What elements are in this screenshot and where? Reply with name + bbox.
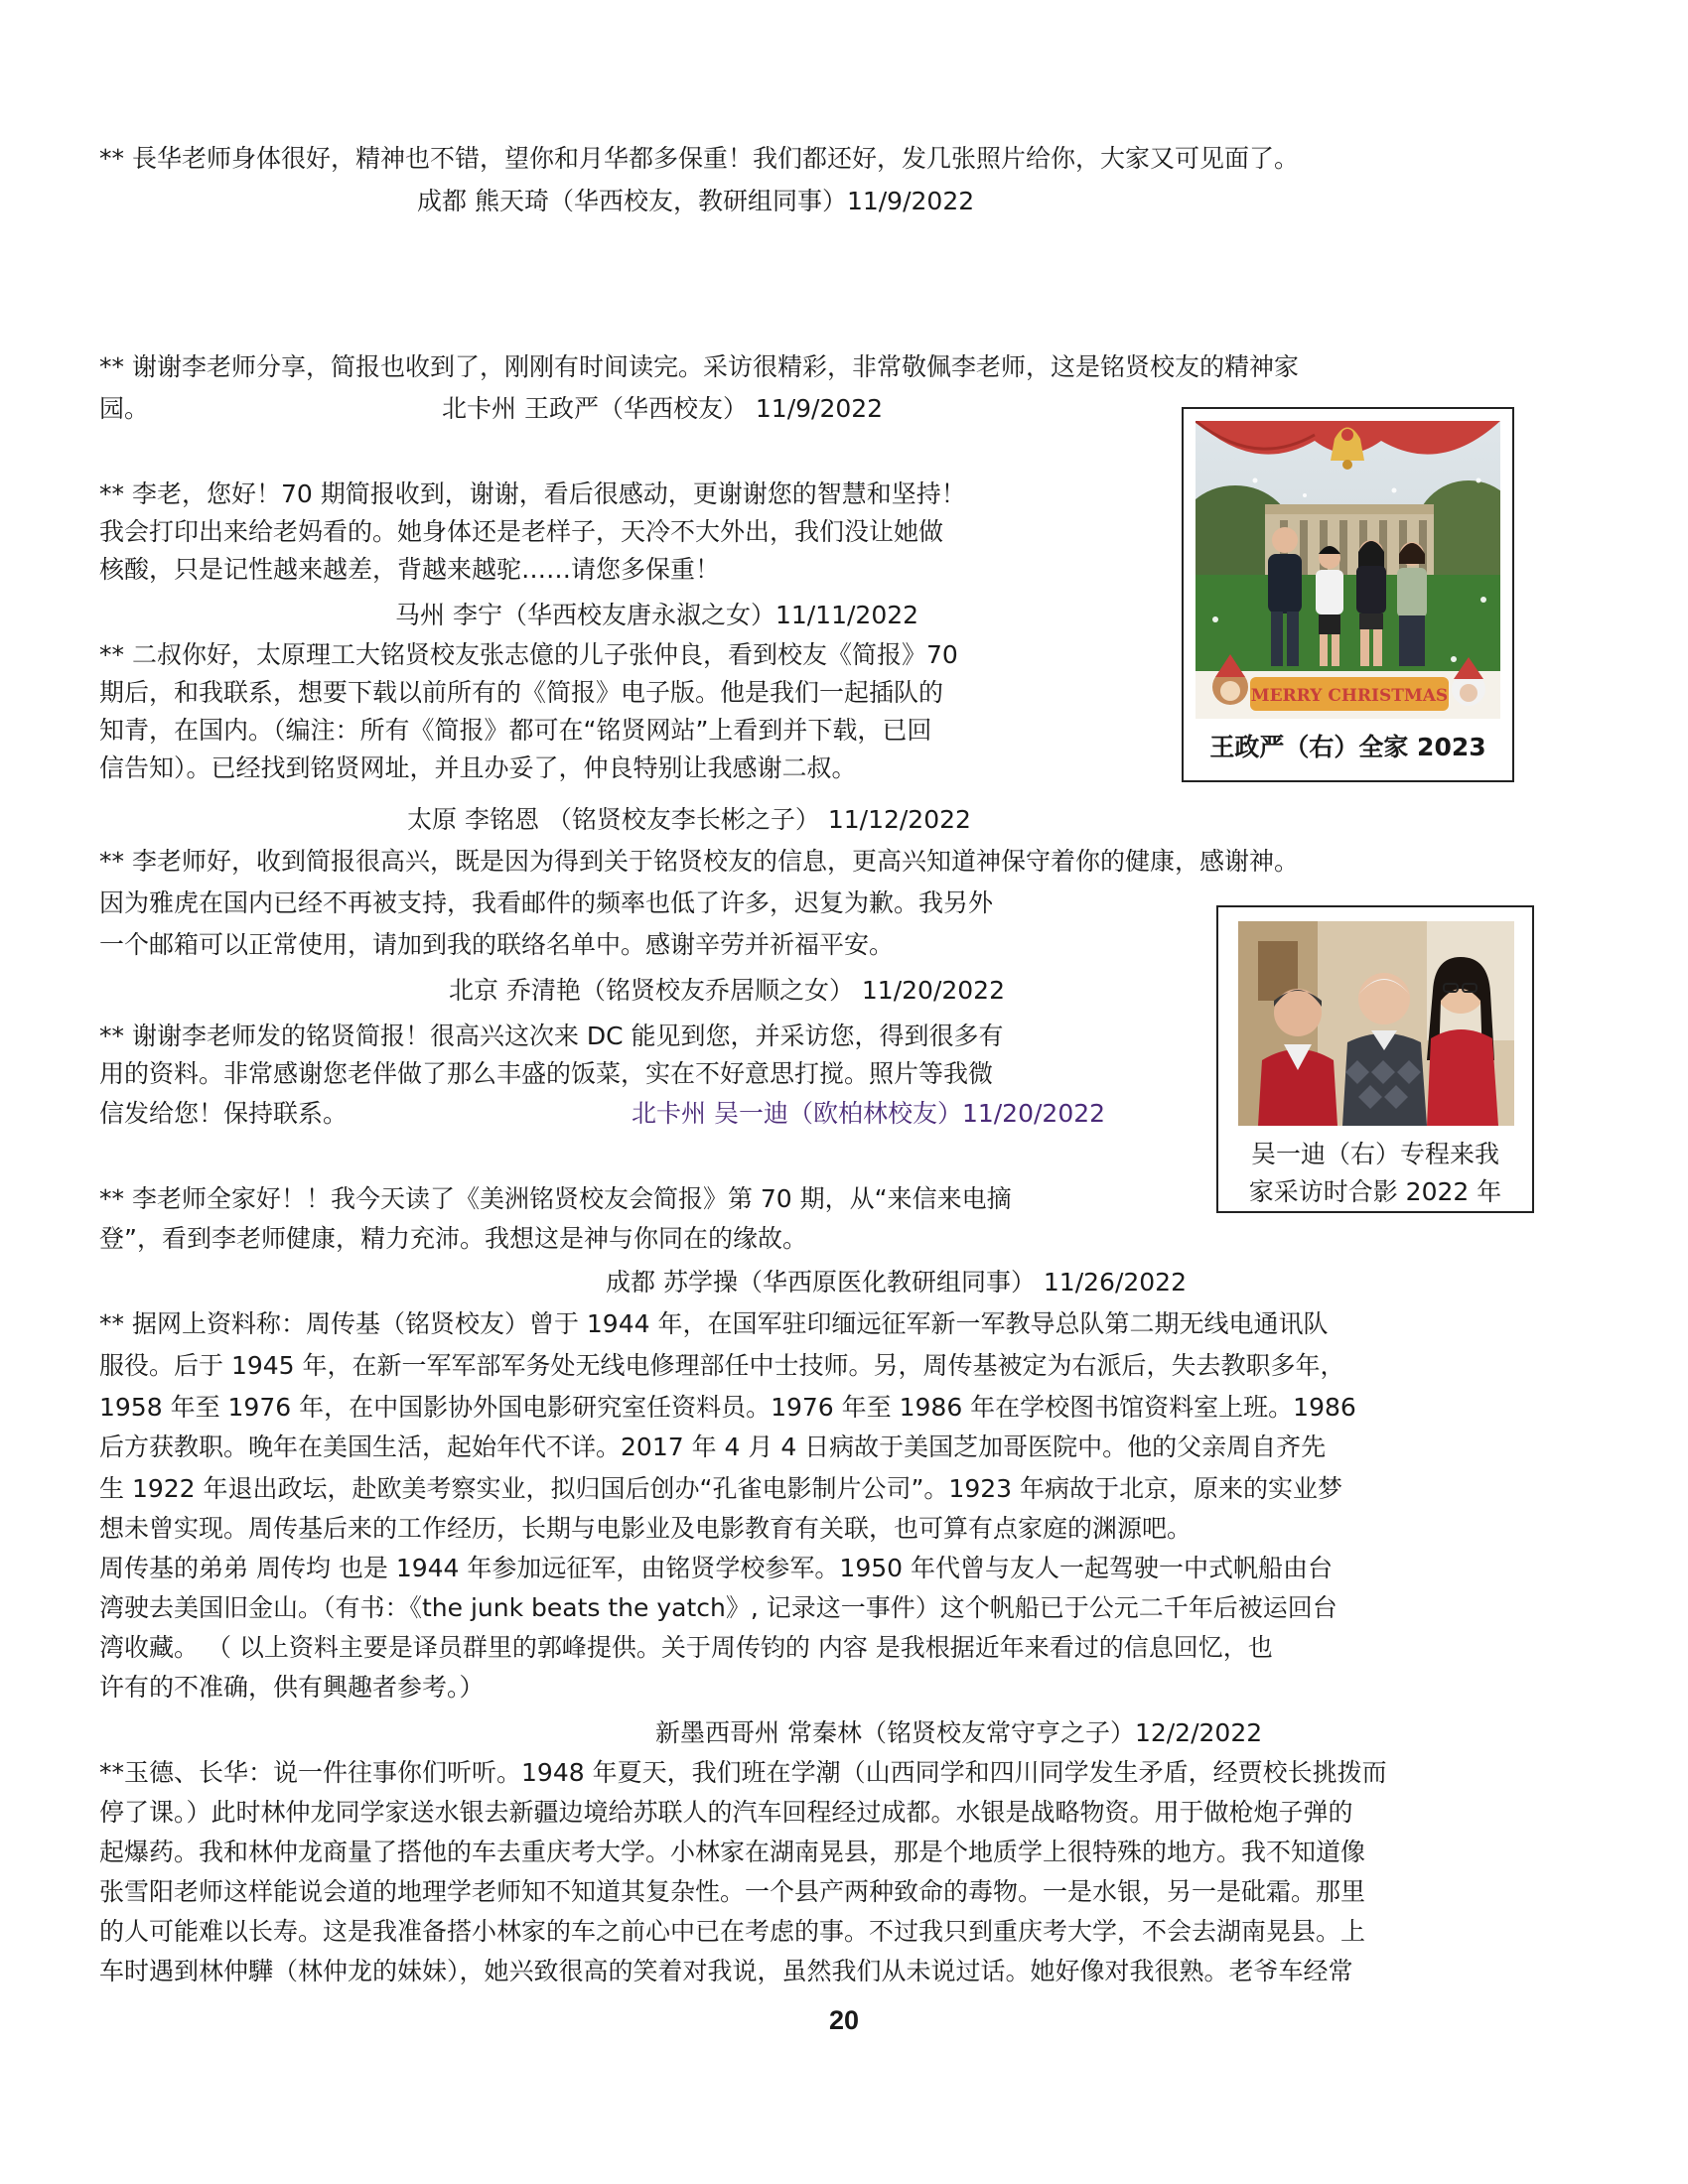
letter-line: 车时遇到林仲驊（林仲龙的妹妹），她兴致很高的笑着对我说，虽然我们从未说过话。她好像对我很熟。老爷车经常 [99,1957,1353,1985]
letter-line: 起爆药。我和林仲龙商量了搭他的车去重庆考大学。小林家在湖南晃县，那是个地质学上很特殊的地方。我不知道像 [99,1838,1366,1866]
letter-line: ** 二叔你好，太原理工大铭贤校友张志億的儿子张仲良，看到校友《简报》70 [99,640,958,669]
letter-line: 生 1922 年退出政坛，赴欧美考察实业，拟归国后创办“孔雀电影制片公司”。1923 年病故于北京，原来的实业梦 [99,1474,1342,1503]
letter-line: 期后，和我联系，想要下载以前所有的《简报》电子版。他是我们一起插队的 [99,678,944,707]
photo-caption-line: 家采访时合影 2022 年 [1248,1177,1502,1206]
letter-line: 服役。后于 1945 年，在新一军军部军务处无线电修理部任中士技师。另，周传基被定为右派后，失去教职多年， [99,1351,1345,1380]
letter-line: 信告知）。已经找到铭贤网址，并且办妥了，仲良特别让我感谢二叔。 [99,753,857,782]
banner-text: MERRY CHRISTMAS [1250,686,1449,706]
photo-caption: 王政严（右）全家 2023 [1209,733,1486,761]
signature: 成都 熊天琦（华西校友，教研组同事）11/9/2022 [417,187,975,215]
letter-line: 许有的不准确，供有興趣者参考。） [99,1673,485,1702]
letter-line: ** 谢谢李老师发的铭贤简报！很高兴这次来 DC 能见到您，并采访您，得到很多有 [99,1022,1004,1050]
signature: 北卡州 吴一迪（欧柏林校友）11/20/2022 [632,1099,1106,1128]
page-number: 20 [828,2005,860,2035]
letter-line: 1958 年至 1976 年，在中国影协外国电影研究室任资料员。1976 年至 1986 年在学校图书馆资料室上班。1986 [99,1393,1356,1422]
letter-line: ** 李老师全家好！！我今天读了《美洲铭贤校友会简报》第 70 期，从“来信来电摘 [99,1184,1012,1213]
photo-caption-line: 吴一迪（右）专程来我 [1250,1140,1499,1168]
letter-line: ** 李老，您好！70 期简报收到，谢谢，看后很感动，更谢谢您的智慧和坚持！ [99,479,966,508]
letter-line: 的人可能难以长寿。这是我准备搭小林家的车之前心中已在考虑的事。不过我只到重庆考大学，不会去湖南晃县。上 [99,1917,1366,1946]
signature: 马州 李宁（华西校友唐永淑之女）11/11/2022 [395,601,919,629]
letter-line: 园。 [99,394,150,423]
letter-line: ** 李老师好，收到简报很高兴，既是因为得到关于铭贤校友的信息，更高兴知道神保守着你的健康，感谢神。 [99,847,1299,876]
letter-line: 我会打印出来给老妈看的。她身体还是老样子，天冷不大外出，我们没让她做 [99,517,944,546]
letter-line: 一个邮箱可以正常使用，请加到我的联络名单中。感谢辛劳并祈福平安。 [99,930,895,959]
letter-line: 停了课。）此时林仲龙同学家送水银去新疆边境给苏联人的汽车回程经过成都。水银是战略物资。用于做枪炮子弹的 [99,1798,1353,1827]
letter-line: 因为雅虎在国内已经不再被支持，我看邮件的频率也低了许多，迟复为歉。我另外 [99,888,994,917]
signature: 太原 李铭恩 （铭贤校友李长彬之子） 11/12/2022 [407,805,971,834]
letter-line: 周传基的弟弟 周传均 也是 1944 年参加远征军，由铭贤学校参军。1950 年代曾与友人一起驾驶一中式帆船由台 [99,1554,1333,1582]
letter-line: 后方获教职。晚年在美国生活，起始年代不详。2017 年 4 月 4 日病故于美国芝加哥医院中。他的父亲周自齐先 [99,1433,1327,1461]
letter-line: ** 谢谢李老师分享，简报也收到了，刚刚有时间读完。采访很精彩，非常敬佩李老师，这是铭贤校友的精神家 [99,352,1299,381]
signature: 成都 苏学操（华西原医化教研组同事） 11/26/2022 [606,1268,1187,1297]
letter-line: 信发给您！保持联系。 [99,1099,349,1128]
signature: 北卡州 王政严（华西校友） 11/9/2022 [442,394,884,423]
letter-line: 用的资料。非常感谢您老伴做了那么丰盛的饭菜，实在不好意思打搅。照片等我微 [99,1059,994,1088]
letter-line: 知青，在国内。（编注：所有《简报》都可在“铭贤网站”上看到并下载，已回 [99,716,932,745]
letter-line: **玉德、长华：说一件往事你们听听。1948 年夏天，我们班在学潮（山西同学和四川同学发生矛盾，经贾校长挑拨而 [99,1758,1387,1787]
letter-line: 湾驶去美国旧金山。（有书：《the junk beats the yatch》, 记录这一事件）这个帆船已于公元二千年后被运回台 [99,1593,1337,1622]
letter-line: ** 長华老师身体很好，精神也不错，望你和月华都多保重！我们都还好，发几张照片给你，大家又可见面了。 [99,144,1299,173]
letter-line: ** 据网上资料称：周传基（铭贤校友）曾于 1944 年，在国军驻印缅远征军新一军教导总队第二期无线电通讯队 [99,1309,1329,1338]
signature: 新墨西哥州 常秦林（铭贤校友常守亨之子）12/2/2022 [655,1718,1263,1747]
photo-frame-interview [1216,905,1534,1213]
letter-line: 湾收藏。 （ 以上资料主要是译员群里的郭峰提供。关于周传钧的 内容 是我根据近年来看过的信息回忆，也 [99,1633,1273,1662]
letter-line: 张雪阳老师这样能说会道的地理学老师知不知道其复杂性。一个县产两种致命的毒物。一是水银，另一是砒霜。那里 [99,1877,1366,1906]
signature: 北京 乔清艳（铭贤校友乔居顺之女） 11/20/2022 [449,976,1005,1005]
letter-line: 核酸，只是记性越来越差，背越来越驼……请您多保重！ [99,555,721,584]
interview-photo [1238,921,1514,1126]
letter-line: 想未曾实现。周传基后来的工作经历，长期与电影业及电影教育有关联，也可算有点家庭的渊源吧。 [99,1514,1193,1543]
family-christmas-photo [1196,421,1500,719]
letter-line: 登”，看到李老师健康，精力充沛。我想这是神与你同在的缘故。 [99,1224,807,1253]
photo-frame-family [1182,407,1514,782]
